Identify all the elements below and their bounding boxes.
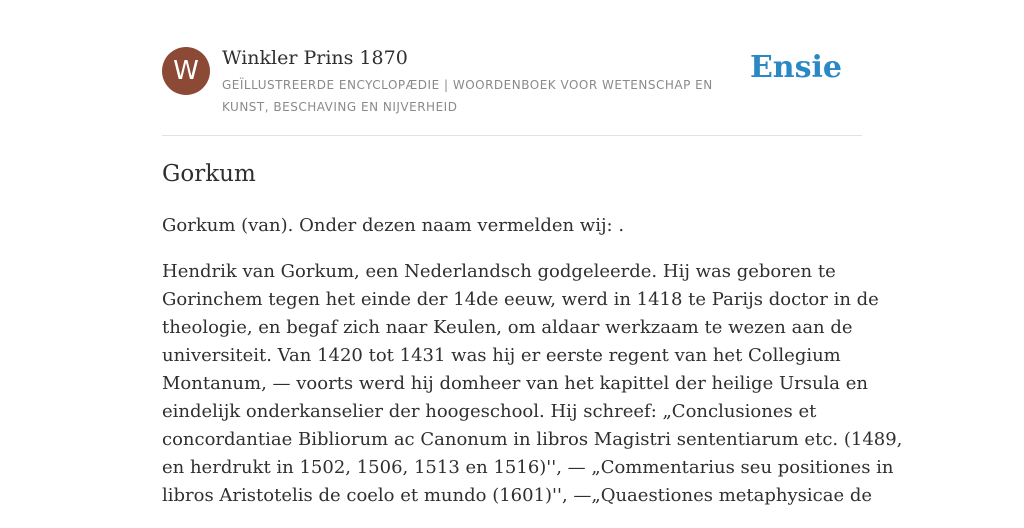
- article-intro: Gorkum (van). Onder dezen naam vermelden wij: .: [162, 215, 625, 236]
- site-header: [162, 46, 862, 116]
- article-line: universiteit. Van 1420 tot 1431 was hij er eerste regent van het Collegium: [162, 345, 841, 366]
- article-body: [162, 212, 903, 528]
- page-title: Gorkum: [162, 161, 256, 187]
- header-divider: [162, 135, 862, 136]
- article-line: Montanum, — voorts werd hij domheer van het kapittel der heilige Ursula en: [162, 373, 868, 394]
- article-line: Hendrik van Gorkum, een Nederlandsch godgeleerde. Hij was geboren te: [162, 261, 836, 282]
- article-line: Gorinchem tegen het einde der 14de eeuw, werd in 1418 te Parijs doctor in de: [162, 289, 879, 310]
- source-title[interactable]: Winkler Prins 1870: [222, 47, 408, 69]
- article-line: libros Aristotelis de coelo et mundo (1601)'', —„Quaestiones metaphysicae de: [162, 485, 873, 506]
- article-line: en herdrukt in 1502, 1506, 1513 en 1516)'', — „Commentarius seu positiones in: [162, 457, 894, 478]
- source-subtitle: GEÏLLUSTREERDE ENCYCLOPÆDIE | WOORDENBOEK VOOR WETENSCHAP EN KUNST, BESCHAVING EN NIJVERHEID: [222, 78, 713, 114]
- article-line: concordantiae Bibliorum ac Canonum in libros Magistri sententiarum etc. (1489,: [162, 429, 903, 450]
- source-avatar[interactable]: W: [162, 47, 210, 95]
- article-line: theologie, en begaf zich naar Keulen, om aldaar werkzaam te wezen aan de: [162, 317, 853, 338]
- article-paragraph: [162, 258, 903, 510]
- article-line: eindelijk onderkanselier der hoogeschool. Hij schreef: „Conclusiones et: [162, 401, 817, 422]
- ensie-logo-link[interactable]: Ensie: [749, 50, 842, 85]
